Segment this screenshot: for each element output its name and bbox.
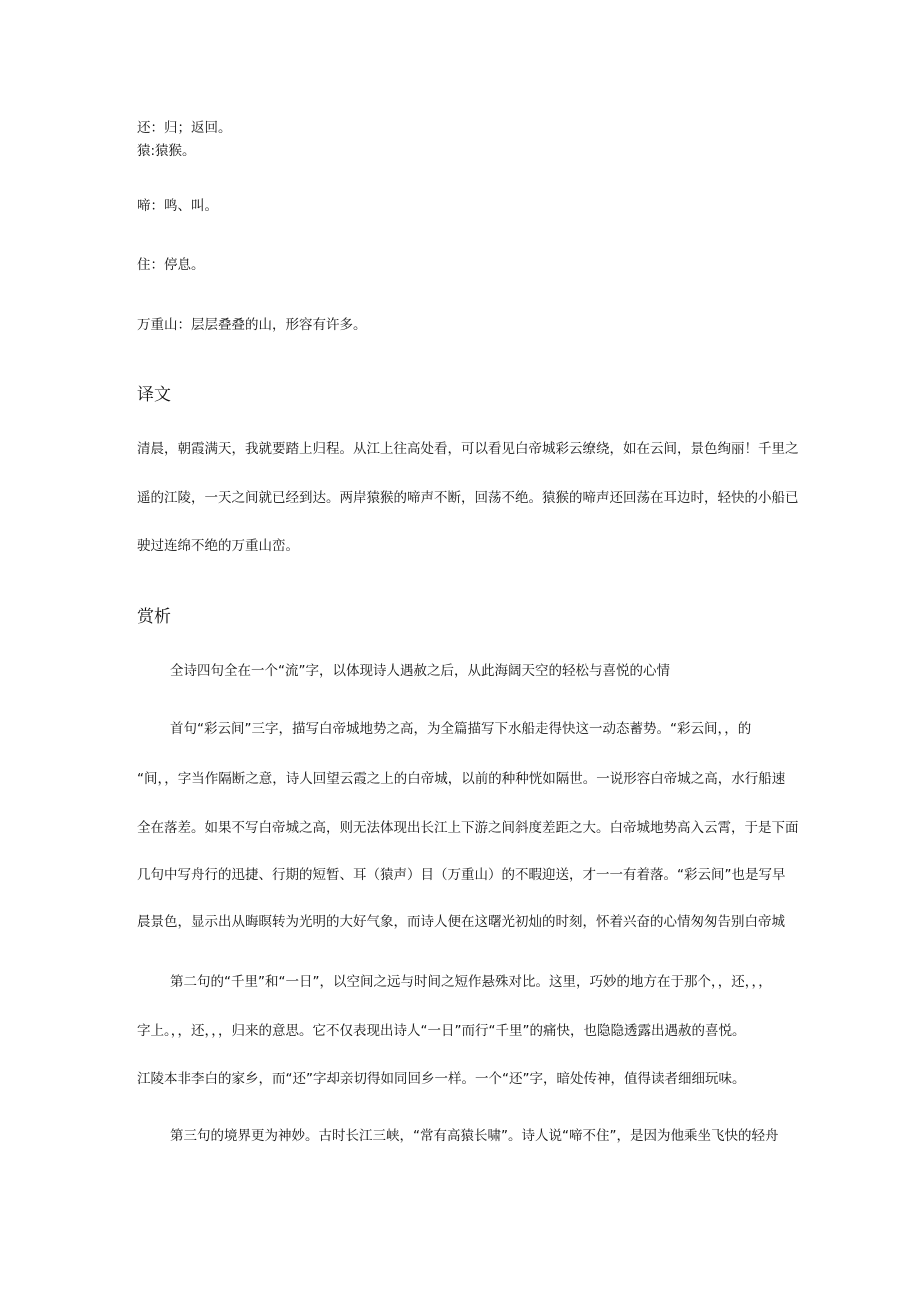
appreciation-line: 晨景色，显示出从晦暝转为光明的大好气象，而诗人便在这曙光初灿的时刻，怀着兴奋的心情匆匆告别白帝城: [137, 914, 785, 930]
appreciation-line: 字上。，，还，，，归来的意思。它不仅表现出诗人“一日”而行“千里”的痛快，也隐隐透露出遇赦的喜悦。: [137, 1023, 746, 1039]
appreciation-heading: 赏析: [137, 607, 171, 627]
translation-line: 清晨，朝霞满天，我就要踏上归程。从江上往高处看，可以看见白帝城彩云缭绕，如在云间，景色绚丽！千里之: [137, 441, 799, 457]
note-wanchongshan: 万重山：层层叠叠的山，形容有许多。: [137, 317, 367, 333]
translation-heading: 译文: [137, 385, 171, 405]
note-zhu: 住：停息。: [137, 257, 205, 273]
appreciation-paragraph-1: 全诗四句全在一个“流”字，以体现诗人遇赦之后，从此海阔天空的轻松与喜悦的心情: [170, 663, 670, 679]
appreciation-paragraph-2: 首句“彩云间”三字，描写白帝城地势之高，为全篇描写下水船走得快这一动态蓄势。“彩云间，，的: [170, 721, 752, 737]
appreciation-line: “间，，字当作隔断之意，诗人回望云霞之上的白帝城，以前的种种恍如隔世。一说形容白帝城之高，水行船速: [137, 771, 786, 787]
appreciation-paragraph-4: 第三句的境界更为神妙。古时长江三峡，“常有高猿长啸”。诗人说“啼不住”，是因为他乘坐飞快的轻舟: [170, 1128, 779, 1144]
appreciation-paragraph-3: 第二句的“千里”和“一日”，以空间之远与时间之短作悬殊对比。这里，巧妙的地方在于那个，，还，，，: [170, 974, 772, 990]
appreciation-line: 江陵本非李白的家乡，而“还”字却亲切得如同回乡一样。一个“还”字，暗处传神，值得读者细细玩味。: [137, 1071, 746, 1087]
note-huan: 还：归；返回。: [137, 120, 232, 136]
appreciation-line: 全在落差。如果不写白帝城之高，则无法体现出长江上下游之间斜度差距之大。白帝城地势高入云霄，于是下面: [137, 820, 799, 836]
translation-line: 遥的江陵，一天之间就已经到达。两岸猿猴的啼声不断，回荡不绝。猿猴的啼声还回荡在耳边时，轻快的小船已: [137, 490, 799, 506]
note-yuan: 猿:猿猴。: [137, 143, 196, 159]
translation-line: 驶过连绵不绝的万重山峦。: [137, 538, 299, 554]
appreciation-line: 几句中写舟行的迅捷、行期的短暂、耳（猿声）目（万重山）的不暇迎送，才一一有着落。“彩云间”也是写早: [137, 867, 786, 883]
note-ti: 啼：鸣、叫。: [137, 198, 218, 214]
